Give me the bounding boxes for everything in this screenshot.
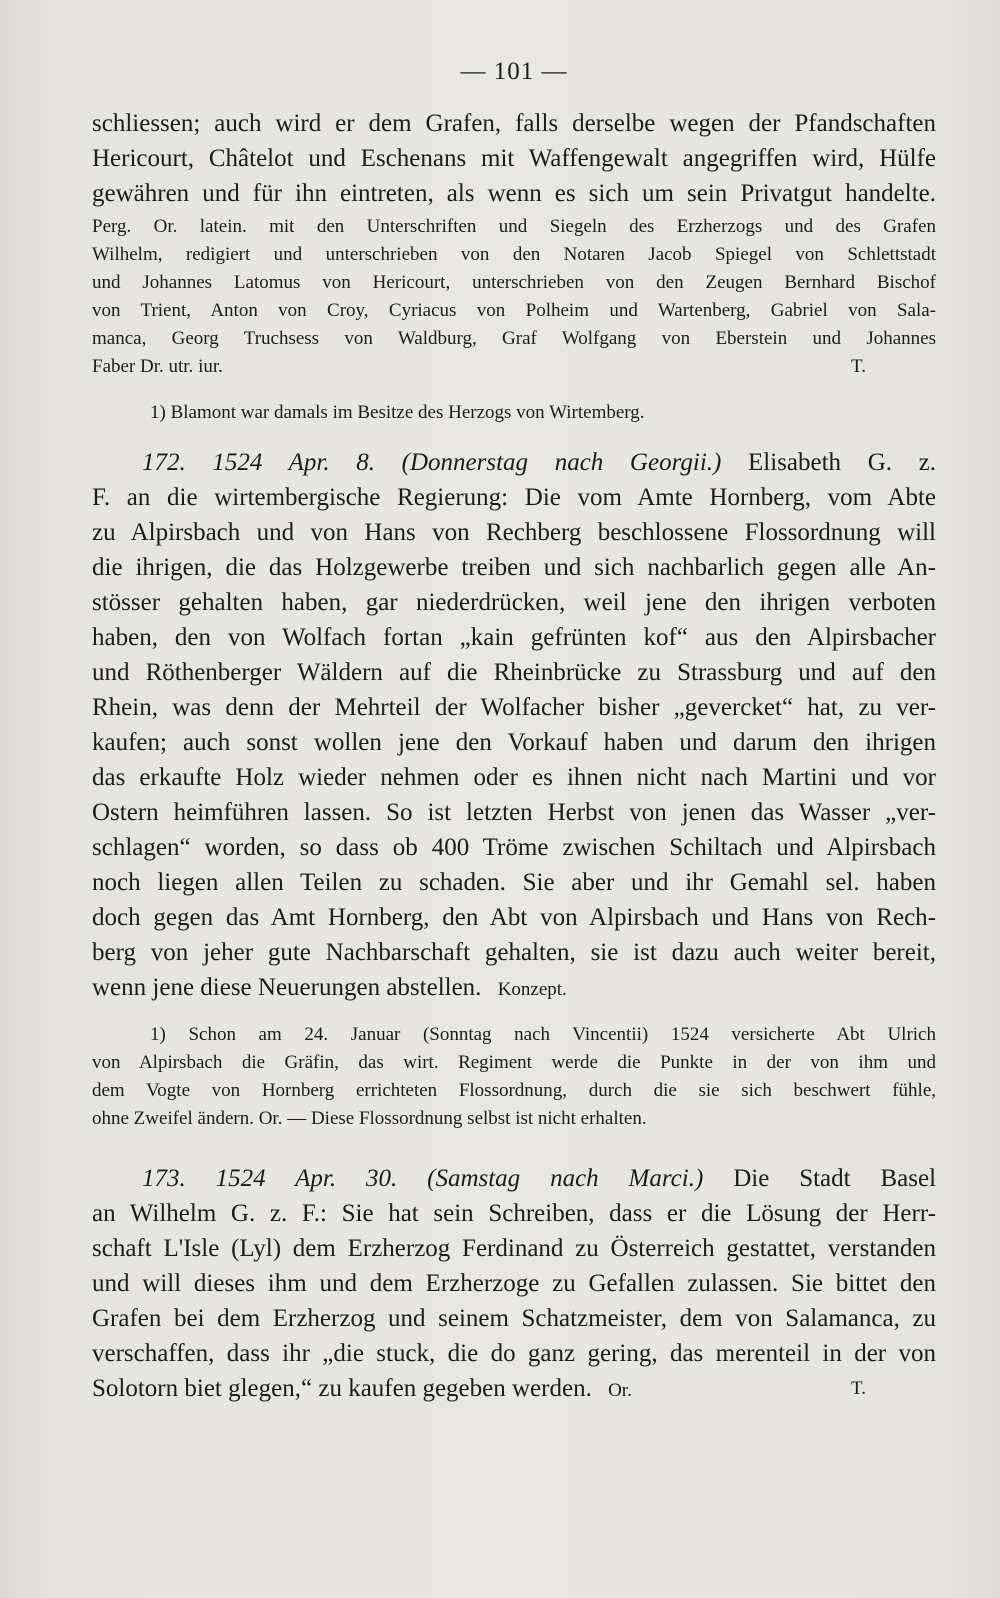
source-label: Konzept. [497, 979, 567, 1000]
entry-number: 173. [142, 1165, 186, 1192]
note-line: Perg. Or. latein. mit den Unterschriften und Siegeln des Erzherzogs und des Grafen [92, 216, 936, 237]
footnote-line: dem Vogte von Hornberg errichteten Flossordnung, durch die sie sich beschwert fühle, [92, 1080, 936, 1101]
signature-mark: T. [851, 356, 866, 377]
entry-heading [92, 445, 936, 480]
text-line: F. an die wirtembergische Regierung: Die vom Amte Hornberg, vom Abte [92, 484, 936, 511]
text-line: Ostern heimführen lassen. So ist letzten Herbst von jenen das Wasser „ver- [92, 799, 936, 826]
entry-date: 1524 Apr. 8. [212, 449, 375, 476]
entry-day: (Samstag nach Marci.) [427, 1165, 704, 1192]
text-line: Solotorn biet glegen,“ zu kaufen gegeben werden. [92, 1375, 592, 1402]
footnote [92, 399, 936, 427]
text-line: an Wilhelm G. z. F.: Sie hat sein Schreiben, dass er die Lösung der Herr- [92, 1200, 936, 1227]
entry-head-text: Elisabeth G. z. [748, 449, 937, 476]
text-line-last [92, 970, 936, 1007]
text-line: berg von jeher gute Nachbarschaft gehalten, sie ist dazu auch weiter bereit, [92, 939, 936, 966]
footnote-line: ohne Zweifel ändern. Or. — Diese Flossordnung selbst ist nicht erhalten. [92, 1108, 647, 1129]
text-line: doch gegen das Amt Hornberg, den Abt von Alpirsbach und Hans von Rech- [92, 904, 936, 931]
text-line: kaufen; auch sonst wollen jene den Vorkauf haben und darum den ihrigen [92, 729, 936, 756]
signature-mark: T. [851, 1378, 866, 1399]
text-line: Rhein, was denn der Mehrteil der Wolfacher bisher „gevercket“ hat, zu ver- [92, 694, 936, 721]
text-line: schaft L'Isle (Lyl) dem Erzherzog Ferdinand zu Österreich gestattet, verstanden [92, 1235, 936, 1262]
note-line: Faber Dr. utr. iur. [92, 356, 223, 377]
note-line: von Trient, Anton von Croy, Cyriacus von Polheim und Wartenberg, Gabriel von Sala- [92, 300, 936, 321]
text-line: noch liegen allen Teilen zu schaden. Sie aber und ihr Gemahl sel. haben [92, 869, 936, 896]
text-line: und Röthenberger Wäldern auf die Rheinbrücke zu Strassburg und auf den [92, 659, 936, 686]
note-line: Wilhelm, redigiert und unterschrieben von den Notaren Jacob Spiegel von Schlettstadt [92, 244, 936, 265]
source-label: Or. [608, 1380, 632, 1401]
text-line: haben, den von Wolfach fortan „kain gefrünten kof“ aus den Alpirsbacher [92, 624, 936, 651]
text-line: wenn jene diese Neuerungen abstellen. [92, 974, 482, 1001]
footnote-line: 1) Schon am 24. Januar (Sonntag nach Vincentii) 1524 versicherte Abt Ulrich [150, 1024, 936, 1045]
source-note [92, 213, 936, 381]
text-line-last [92, 1371, 936, 1408]
footnote-line: von Alpirsbach die Gräfin, das wirt. Regiment werde die Punkte in der von ihm und [92, 1052, 936, 1073]
text-line: Hericourt, Châtelot und Eschenans mit Waffengewalt angegriffen wird, Hülfe [92, 145, 936, 172]
entry-heading [92, 1161, 936, 1196]
text-line: und will dieses ihm und dem Erzherzoge zu Gefallen zulassen. Sie bittet den [92, 1270, 936, 1297]
note-line: manca, Georg Truchsess von Waldburg, Graf Wolfgang von Eberstein und Johannes [92, 328, 936, 349]
text-line: gewähren und für ihn eintreten, als wenn es sich um sein Privatgut handelte. [92, 180, 936, 207]
text-line: stösser gehalten haben, gar niederdrücken, weil jene den ihrigen verboten [92, 589, 936, 616]
page-number: — 101 — [460, 58, 568, 85]
entry-date: 1524 Apr. 30. [215, 1165, 398, 1192]
text-line: schlagen“ worden, so dass ob 400 Tröme zwischen Schiltach und Alpirsbach [92, 834, 936, 861]
note-last-row [92, 353, 936, 381]
top-block [92, 106, 936, 427]
entry-172 [92, 445, 936, 1133]
entry-173 [92, 1161, 936, 1408]
text-line: zu Alpirsbach und von Hans von Rechberg beschlossene Flossordnung will [92, 519, 936, 546]
text-line: Grafen bei dem Erzherzog und seinem Schatzmeister, dem von Salamanca, zu [92, 1305, 936, 1332]
footnote-line: 1) Blamont war damals im Besitze des Herzogs von Wirtemberg. [150, 402, 645, 423]
note-line: und Johannes Latomus von Hericourt, unterschrieben von den Zeugen Bernhard Bischof [92, 272, 936, 293]
entry-day: (Donnerstag nach Georgii.) [401, 449, 722, 476]
entry-number: 172. [142, 449, 186, 476]
text-line: das erkaufte Holz wieder nehmen oder es ihnen nicht nach Martini und vor [92, 764, 936, 791]
footnote [92, 1021, 936, 1133]
text-line: schliessen; auch wird er dem Grafen, falls derselbe wegen der Pfandschaften [92, 110, 936, 137]
entry-head-text: Die Stadt Basel [733, 1165, 937, 1192]
text-line: die ihrigen, die das Holzgewerbe treiben und sich nachbarlich gegen alle An- [92, 554, 936, 581]
text-line: verschaffen, dass ihr „die stuck, die do ganz gering, das merenteil in der von [92, 1340, 936, 1367]
